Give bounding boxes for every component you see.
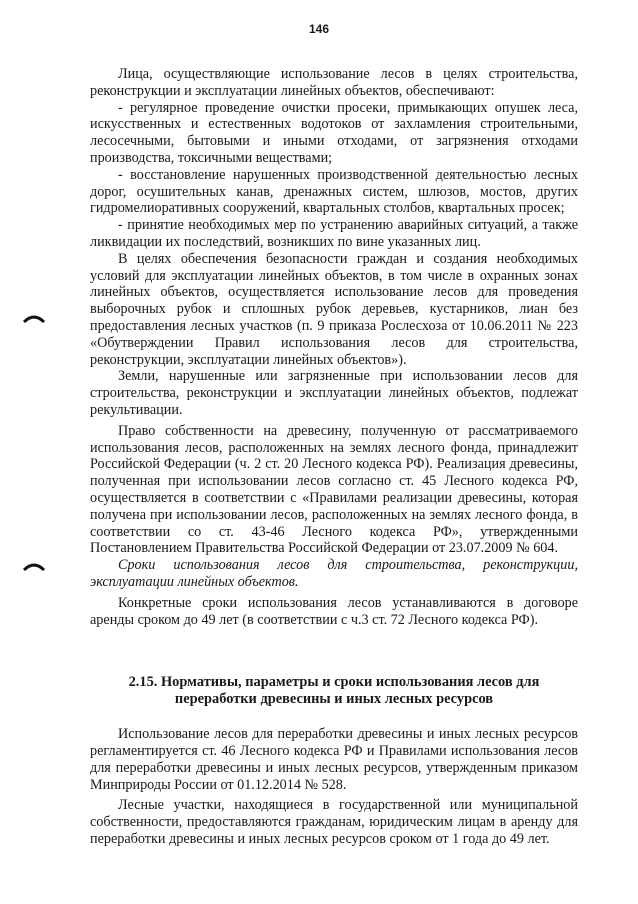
paragraph-obligations-intro: Лица, осуществляющие использование лесов в целях строительства, реконструкции и эксплуатации линейных объектов, обеспечивают:: [90, 66, 578, 99]
section-heading-line1: 2.15. Нормативы, параметры и сроки использования лесов для: [128, 674, 540, 691]
section-heading: [90, 674, 578, 708]
bullet-emergency: - принятие необходимых мер по устранению аварийных ситуаций, а также ликвидации их последствий, возникших по вине указанных лиц.: [90, 217, 578, 250]
paragraph-wood-ownership: Право собственности на древесину, полученную от рассматриваемого использования лесов, расположенных на землях лесного фонда, принадлежит Российской Федерации (ч. 2 ст. 20 Лесного кодекса РФ). Реализация древесины, полученная при использовании лесов согласно ст. 45 Лесного кодекса РФ, осуществляется в соответствии с «Правилами реализации древесины, которая получена при использовании лесов, расположенных на землях лесного фонда, в соответствии со ст. 43-46 Лесного кодекса РФ», утвержденными Постановлением Правительства Российской Федерации от 23.07.2009 № 604.: [90, 422, 578, 557]
scan-mark-lower: [22, 560, 46, 572]
document-body: [90, 66, 578, 848]
section-heading-line2: переработки древесины и иных лесных ресурсов: [174, 691, 494, 708]
scan-mark-upper: [22, 312, 46, 324]
paragraph-processing-lease: Лесные участки, находящиеся в государственной или муниципальной собственности, предоставляются гражданам, юридическим лицам в аренду для переработки древесины и иных лесных ресурсов сроком от 1 года до 49 лет.: [90, 797, 578, 848]
paragraph-safety: В целях обеспечения безопасности граждан и создания необходимых условий для эксплуатации линейных объектов, в том числе в охранных зонах линейных объектов, осуществляется использование лесов для проведения выборочных рубок и сплошных рубок деревьев, кустарников, лиан без предоставления лесных участков (п. 9 приказа Рослесхоза от 10.06.2011 № 223 «Обутверждении Правил использования лесов для строительства, реконструкции, эксплуатации линейных объектов»).: [90, 250, 578, 368]
paragraph-lands: Земли, нарушенные или загрязненные при использовании лесов для строительства, реконструкции и эксплуатации линейных объектов, подлежат рекультивации.: [90, 368, 578, 418]
paragraph-processing-regulation: Использование лесов для переработки древесины и иных лесных ресурсов регламентируется ст. 46 Лесного кодекса РФ и Правилами использования лесов для переработки древесины и иных лесных ресурсов, утвержденным приказом Минприроды России от 01.12.2014 № 528.: [90, 726, 578, 793]
page-number: 146: [308, 22, 330, 36]
paragraph-terms: Конкретные сроки использования лесов устанавливаются в договоре аренды сроком до 49 лет (в соответствии с ч.3 ст. 72 Лесного кодекса РФ).: [90, 594, 578, 628]
bullet-restoration: - восстановление нарушенных производственной деятельностью лесных дорог, осушительных канав, дренажных систем, шлюзов, мостов, других гидромелиоративных сооружений, квартальных столбов, квартальных просек;: [90, 166, 578, 217]
italic-subheading-terms: Сроки использования лесов для строительства, реконструкции, эксплуатации линейных объектов.: [90, 557, 578, 590]
bullet-clearing: - регулярное проведение очистки просеки, примыкающих опушек леса, искусственных и естественных водотоков от захламления строительными, лесосечными, бытовыми и иными отходами, от загрязнения отходами производства, токсичными веществами;: [90, 99, 578, 166]
